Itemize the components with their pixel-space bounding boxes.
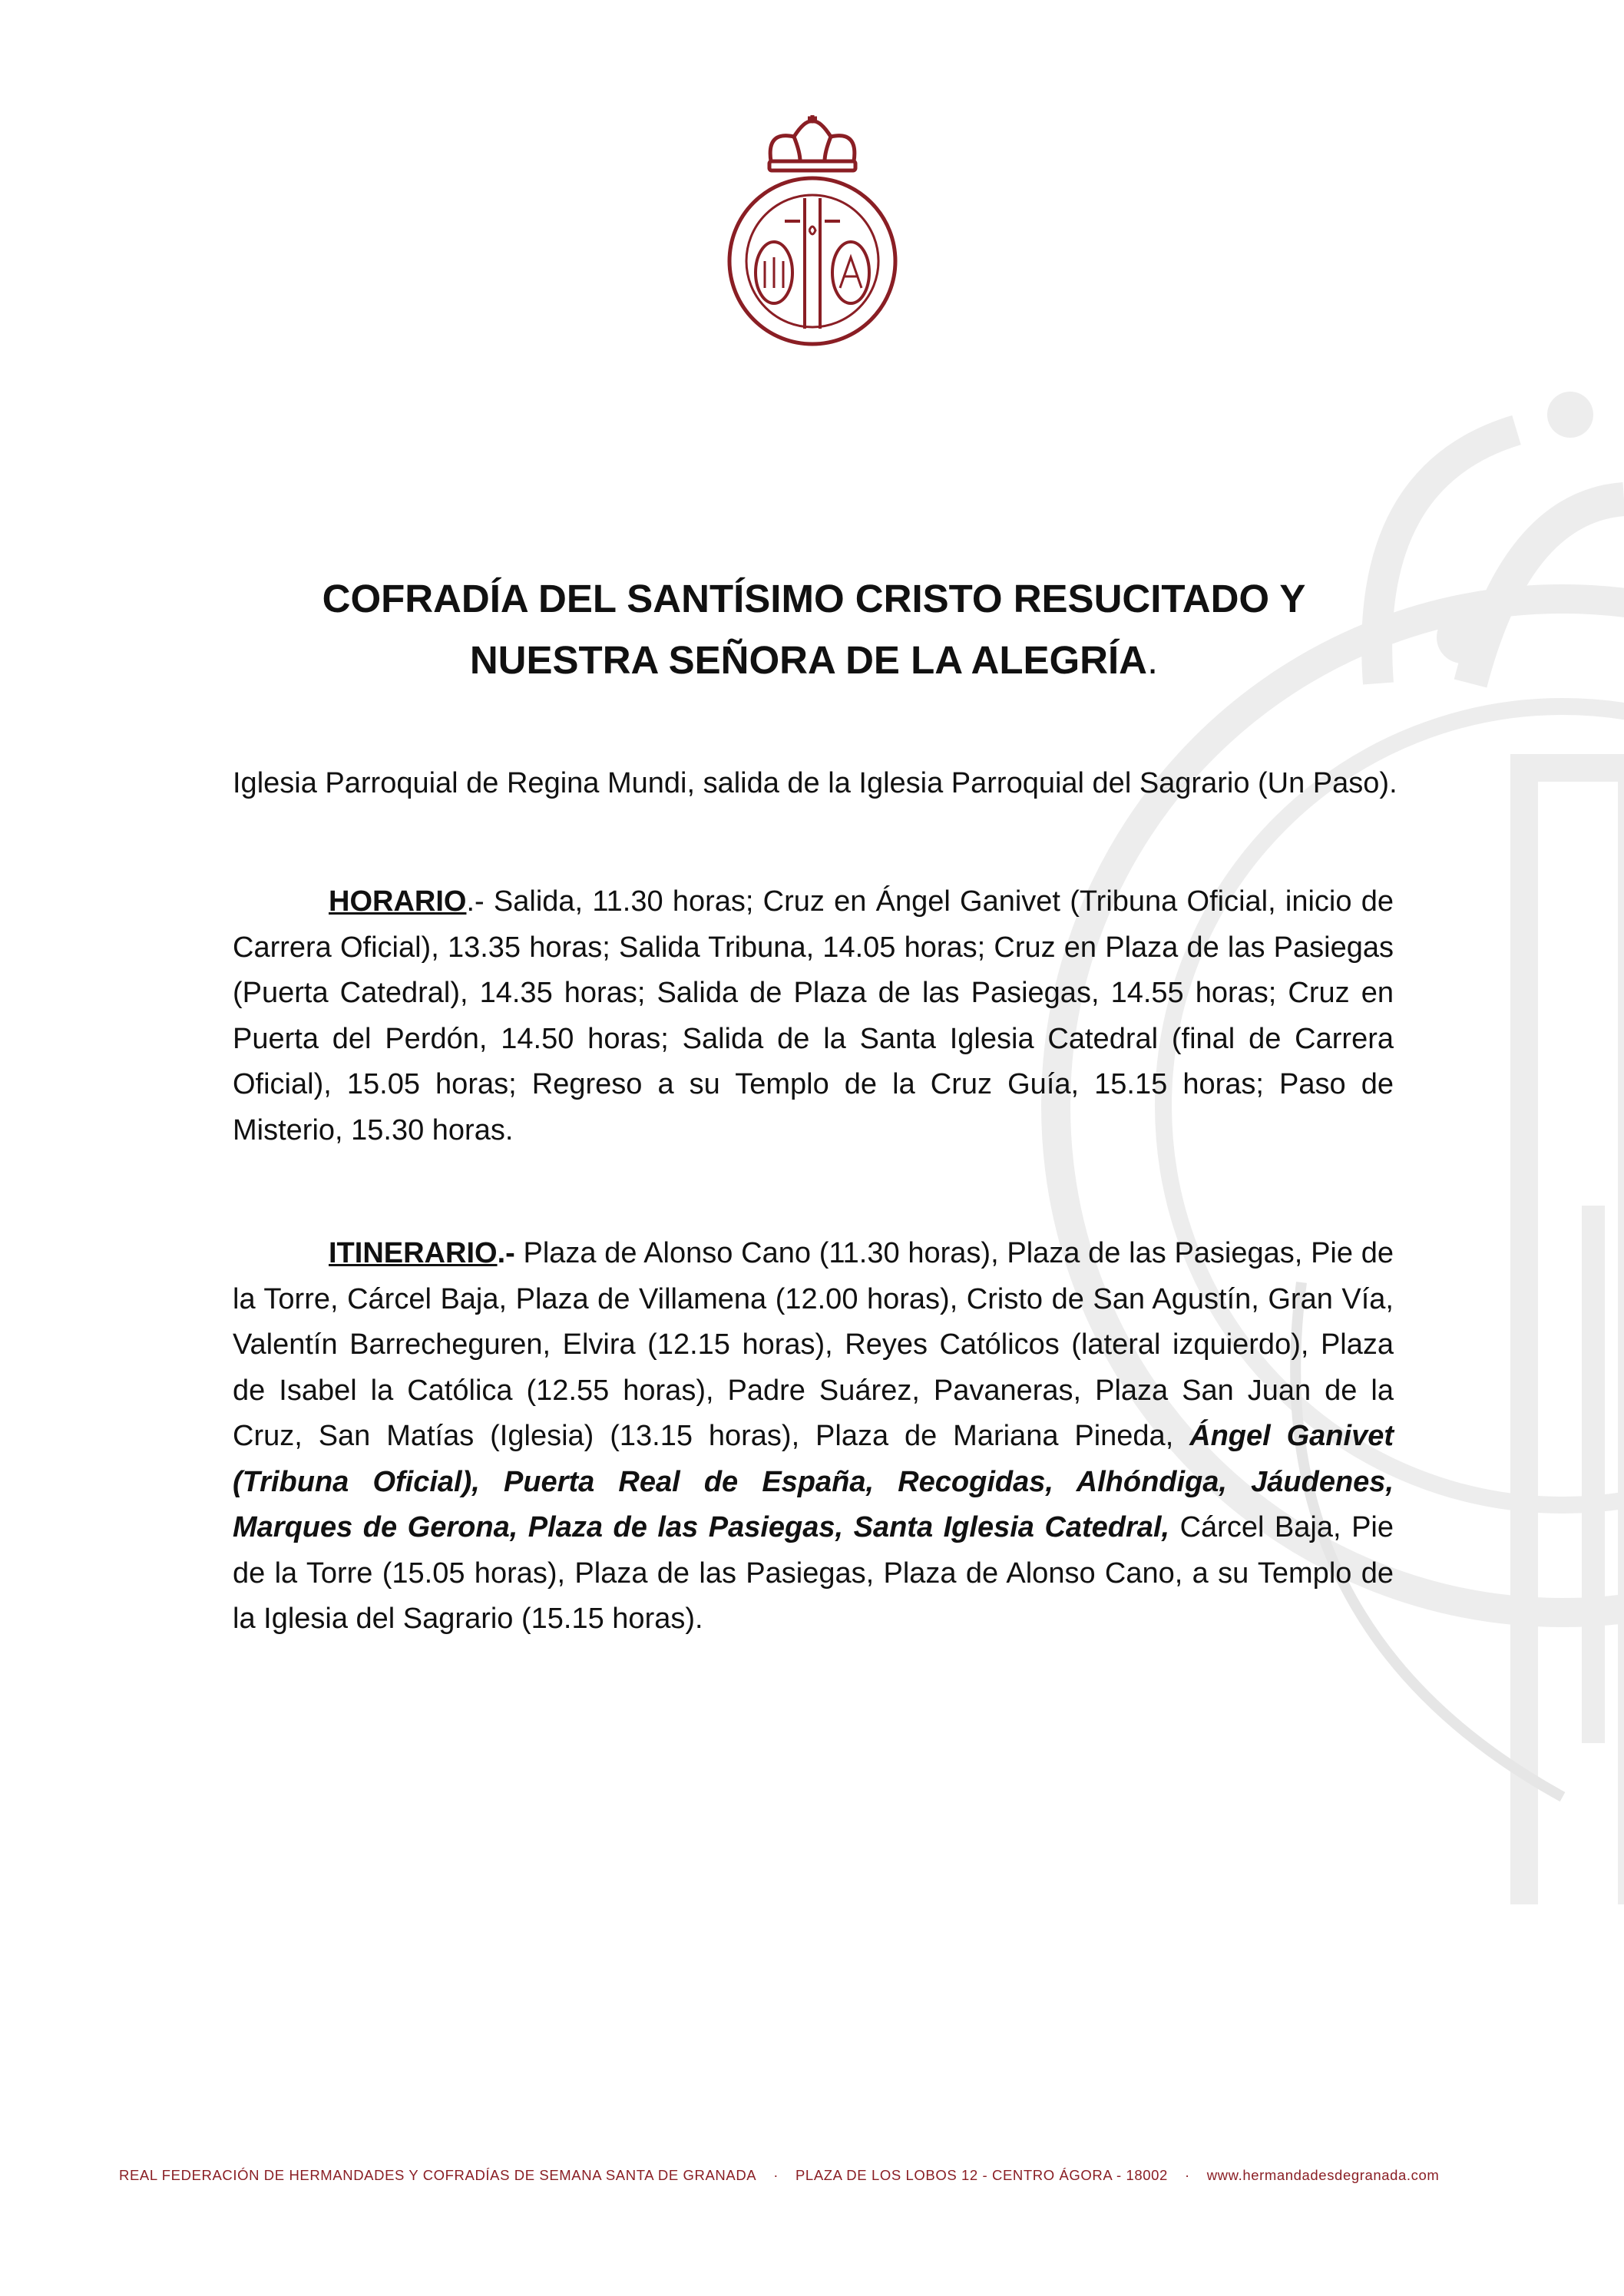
itinerario-carrera-oficial: Ángel Ganivet (Tribuna Oficial), Puerta Real de España, Recogidas, Alhóndiga, Jáudenes, Marques de Gerona, Plaza de las Pasiegas, Santa Iglesia Catedral,	[233, 1420, 1394, 1543]
footer-org: REAL FEDERACIÓN DE HERMANDADES Y COFRADÍAS DE SEMANA SANTA DE GRANADA	[119, 2167, 757, 2183]
federation-crest-icon	[720, 115, 905, 353]
footer-separator: ·	[773, 2167, 779, 2183]
footer-website[interactable]: www.hermandadesdegranada.com	[1206, 2167, 1440, 2183]
horario-label: HORARIO	[329, 885, 467, 918]
itinerario-label-suffix: .-	[497, 1237, 515, 1269]
church-line: Iglesia Parroquial de Regina Mundi, salida de la Iglesia Parroquial del Sagrario (Un Paso).	[233, 767, 1397, 799]
itinerario-paragraph	[233, 1231, 1394, 1643]
itinerario-text-before: Plaza de Alonso Cano (11.30 horas), Plaza de las Pasiegas, Pie de la Torre, Cárcel Baja, Plaza de Villamena (12.00 horas), Cristo de San Agustín, Gran Vía, Valentín Barrecheguren, Elvira (12.15 horas), Reyes Católicos (lateral izquierdo), Plaza de Isabel la Católica (12.55 horas), Padre Suárez, Pavaneras, Plaza San Juan de la Cruz, San Matías (Iglesia) (13.15 horas), Plaza de Mariana Pineda,	[233, 1237, 1394, 1452]
page-title	[230, 568, 1397, 691]
itinerario-text-after: Cárcel Baja, Pie de la Torre (15.05 horas), Plaza de las Pasiegas, Plaza de Alonso Cano, a su Templo de la Iglesia del Sagrario (15.15 horas).	[233, 1511, 1394, 1635]
footer-separator: ·	[1184, 2167, 1190, 2183]
title-line-1: COFRADÍA DEL SANTÍSIMO CRISTO RESUCITADO Y	[322, 577, 1306, 620]
horario-text: .- Salida, 11.30 horas; Cruz en Ángel Ganivet (Tribuna Oficial, inicio de Carrera Oficial), 13.35 horas; Salida Tribuna, 14.05 horas; Cruz en Plaza de las Pasiegas (Puerta Catedral), 14.35 horas; Salida de Plaza de las Pasiegas, 14.55 horas; Cruz en Puerta del Perdón, 14.50 horas; Salida de la Santa Iglesia Catedral (final de Carrera Oficial), 15.05 horas; Regreso a su Templo de la Cruz Guía, 15.15 horas; Paso de Misterio, 15.30 horas.	[233, 885, 1394, 1146]
footer-address: PLAZA DE LOS LOBOS 12 - CENTRO ÁGORA - 18002	[795, 2167, 1168, 2183]
title-line-2	[230, 630, 1397, 691]
title-period: .	[1146, 638, 1159, 682]
itinerario-label: ITINERARIO	[329, 1237, 498, 1269]
page-footer	[119, 2167, 1517, 2184]
horario-paragraph	[233, 879, 1394, 1153]
title-line-2-text: NUESTRA SEÑORA DE LA ALEGRÍA	[469, 638, 1147, 682]
